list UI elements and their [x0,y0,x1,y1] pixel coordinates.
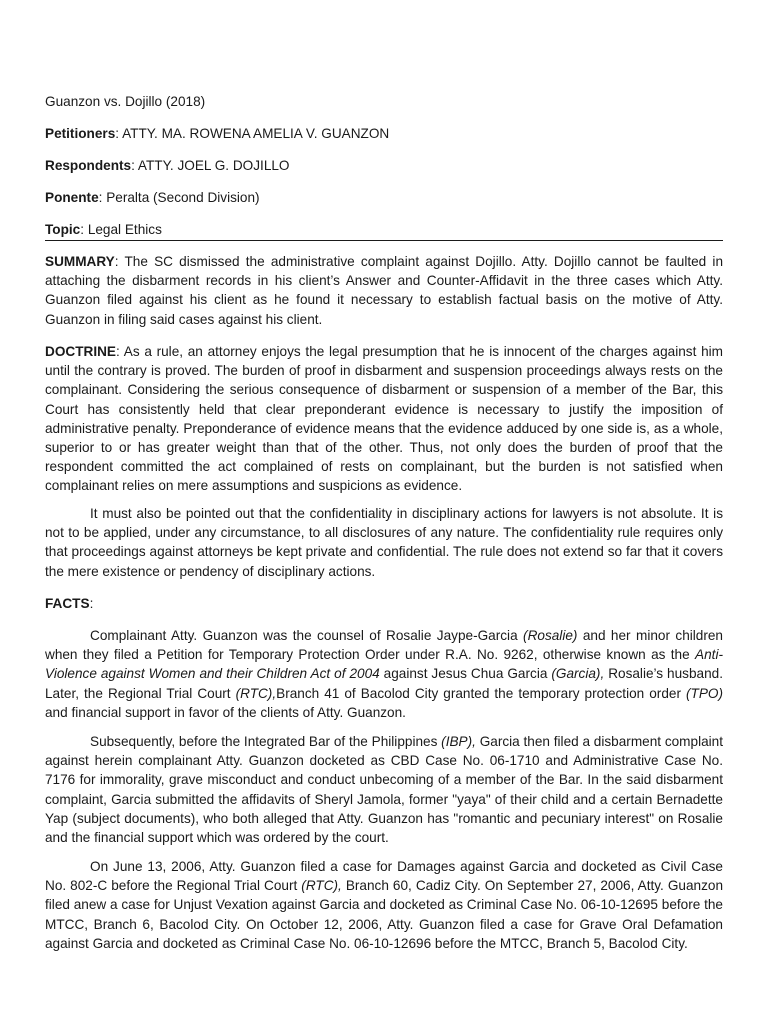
facts-heading: FACTS: [45,596,94,611]
ponente-line: Ponente: Peralta (Second Division) [45,190,260,205]
summary-label: SUMMARY [45,254,115,269]
case-title: Guanzon vs. Dojillo (2018) [45,94,206,109]
header-divider [45,240,723,241]
facts-paragraph-3 [45,857,723,953]
topic-value: Legal Ethics [87,222,162,237]
facts-label: FACTS [45,596,90,611]
facts-p1-emph: Anti-Violence against Women and their Children Act of 2004 [45,647,723,682]
ponente-value: Peralta (Second Division) [106,190,260,205]
facts-p2-emph: (IBP), [441,734,476,749]
facts-p2-text: Garcia then filed a disbarment complaint against herein complainant Atty. Guanzon docketed as CBD Case No. 06-1710 and Administrative Case No. 7176 for immorality, grave misconduct and conduct unbecoming of a member of the Bar. In the said disbarment complaint, Garcia submitted the affidavits of Sheryl Jamola, former "yaya" of their child and a certain Bernadette Yap (subject documents), who both alleged that Atty. Guanzon has "romantic and pecuniary interest" on Rosalie and the financial support which was ordered by the court. [45,734,724,846]
facts-paragraph-2 [45,732,723,847]
petitioners-line: Petitioners: ATTY. MA. ROWENA AMELIA V. GUANZON [45,126,390,141]
facts-p1-emph: (Rosalie) [523,628,578,643]
facts-p2-text: Subsequently, before the Integrated Bar of the Philippines [90,734,442,749]
facts-paragraph-1 [45,626,723,722]
doctrine-paragraph: DOCTRINE: As a rule, an attorney enjoys the legal presumption that he is innocent of the charges against him until the contrary is proved. The burden of proof in disbarment and suspension proceedings always rests on the complainant. Considering the serious consequence of disbarment or suspension of a member of the Bar, this Court has consistently held that clear preponderant evidence is necessary to justify the imposition of administrative penalty. Preponderance of evidence means that the evidence adduced by one side is, as a whole, superior to or has greater weight than that of the other. Thus, not only does the burden of proof that the respondent committed the act complained of rests on complainant, but the burden is not satisfied when complainant relies on mere assumptions and suspicions as evidence. [45,344,723,494]
facts-p1-text: Branch 41 of Bacolod City granted the temporary protection order [276,685,686,701]
summary-text: The SC dismissed the administrative complaint against Dojillo. Atty. Dojillo cannot be faulted in attaching the disbarment records in his client’s Answer and Counter-Affidavit in the three cases which Atty. Guanzon filed against his client as he found it necessary to establish factual basis on the motive of Atty. Guanzon in filing said cases against his client. [45,254,724,327]
respondents-line: Respondents: ATTY. JOEL G. DOJILLO [45,158,290,173]
facts-p1-emph: (RTC), [235,685,277,701]
petitioners-label: Petitioners [45,126,116,141]
facts-p1-text: against Jesus Chua Garcia [379,666,552,682]
facts-p1-text: and her minor children when they filed a Petition for Temporary Protection Order under R.A. No. 9262, otherwise known as the [45,628,723,663]
facts-p1-emph: (TPO) [686,685,723,701]
doctrine-text: As a rule, an attorney enjoys the legal presumption that he is innocent of the charges against him until the contrary is proved. The burden of proof in disbarment and suspension proceedings always rests on the complainant. Considering the serious consequence of disbarment or suspension of a member of the Bar, this Court has consistently held that clear preponderant evidence is necessary to justify the imposition of administrative penalty. Preponderance of evidence means that the evidence adduced by one side is, as a whole, superior to or has greater weight than that of the other. Thus, not only does the burden of proof that the respondent committed the act complained of rests on complainant, but the burden is not satisfied when complainant relies on mere assumptions and suspicions as evidence. [45,344,723,494]
facts-p3-emph: (RTC), [301,878,342,894]
facts-p1-text: and financial support in favor of the clients of Atty. Guanzon. [45,704,406,720]
facts-p1-text: Complainant Atty. Guanzon was the counsel of Rosalie Jaype-Garcia [90,628,524,643]
ponente-label: Ponente [45,190,99,205]
summary-paragraph: SUMMARY: The SC dismissed the administrative complaint against Dojillo. Atty. Dojillo cannot be faulted in attaching the disbarment records in his client’s Answer and Counter-Affidavit in the three cases which Atty. Guanzon filed against his client as he found it necessary to establish factual basis on the motive of Atty. Guanzon in filing said cases against his client. [45,254,724,327]
facts-p3-text: Branch 60, Cadiz City. On September 27, 2006, Atty. Guanzon filed anew a case for Unjust Vexation against Garcia and docketed as Criminal Case No. 06-10-12695 before the MTCC, Branch 6, Bacolod City. On October 12, 2006, Atty. Guanzon filed a case for Grave Oral Defamation against Garcia and docketed as Criminal Case No. 06-10-12696 before the MTCC, Branch 5, Bacolod City. [45,878,723,951]
respondents-value: ATTY. JOEL G. DOJILLO [137,158,290,173]
facts-p1-text: Rosalie’s husband. Later, the Regional Trial Court [45,666,723,701]
topic-line: Topic: Legal Ethics [45,222,162,237]
confidentiality-paragraph: It must also be pointed out that the confidentiality in disciplinary actions for lawyers is not absolute. It is not to be applied, under any circumstance, to all disclosures of any nature. The confidentiality rule requires only that proceedings against attorneys be kept private and confidential. The rule does not extend so far that it covers the mere existence or pendency of disciplinary actions. [45,506,723,579]
facts-p3-text: On June 13, 2006, Atty. Guanzon filed a case for Damages against Garcia and docketed as Civil Case No. 802-C before the Regional Trial Court [45,859,723,894]
petitioners-value: ATTY. MA. ROWENA AMELIA V. GUANZON [122,126,390,141]
facts-p1-emph: (Garcia), [551,666,605,682]
respondents-label: Respondents [45,158,132,173]
doctrine-label: DOCTRINE [45,344,116,359]
topic-label: Topic [45,222,81,237]
